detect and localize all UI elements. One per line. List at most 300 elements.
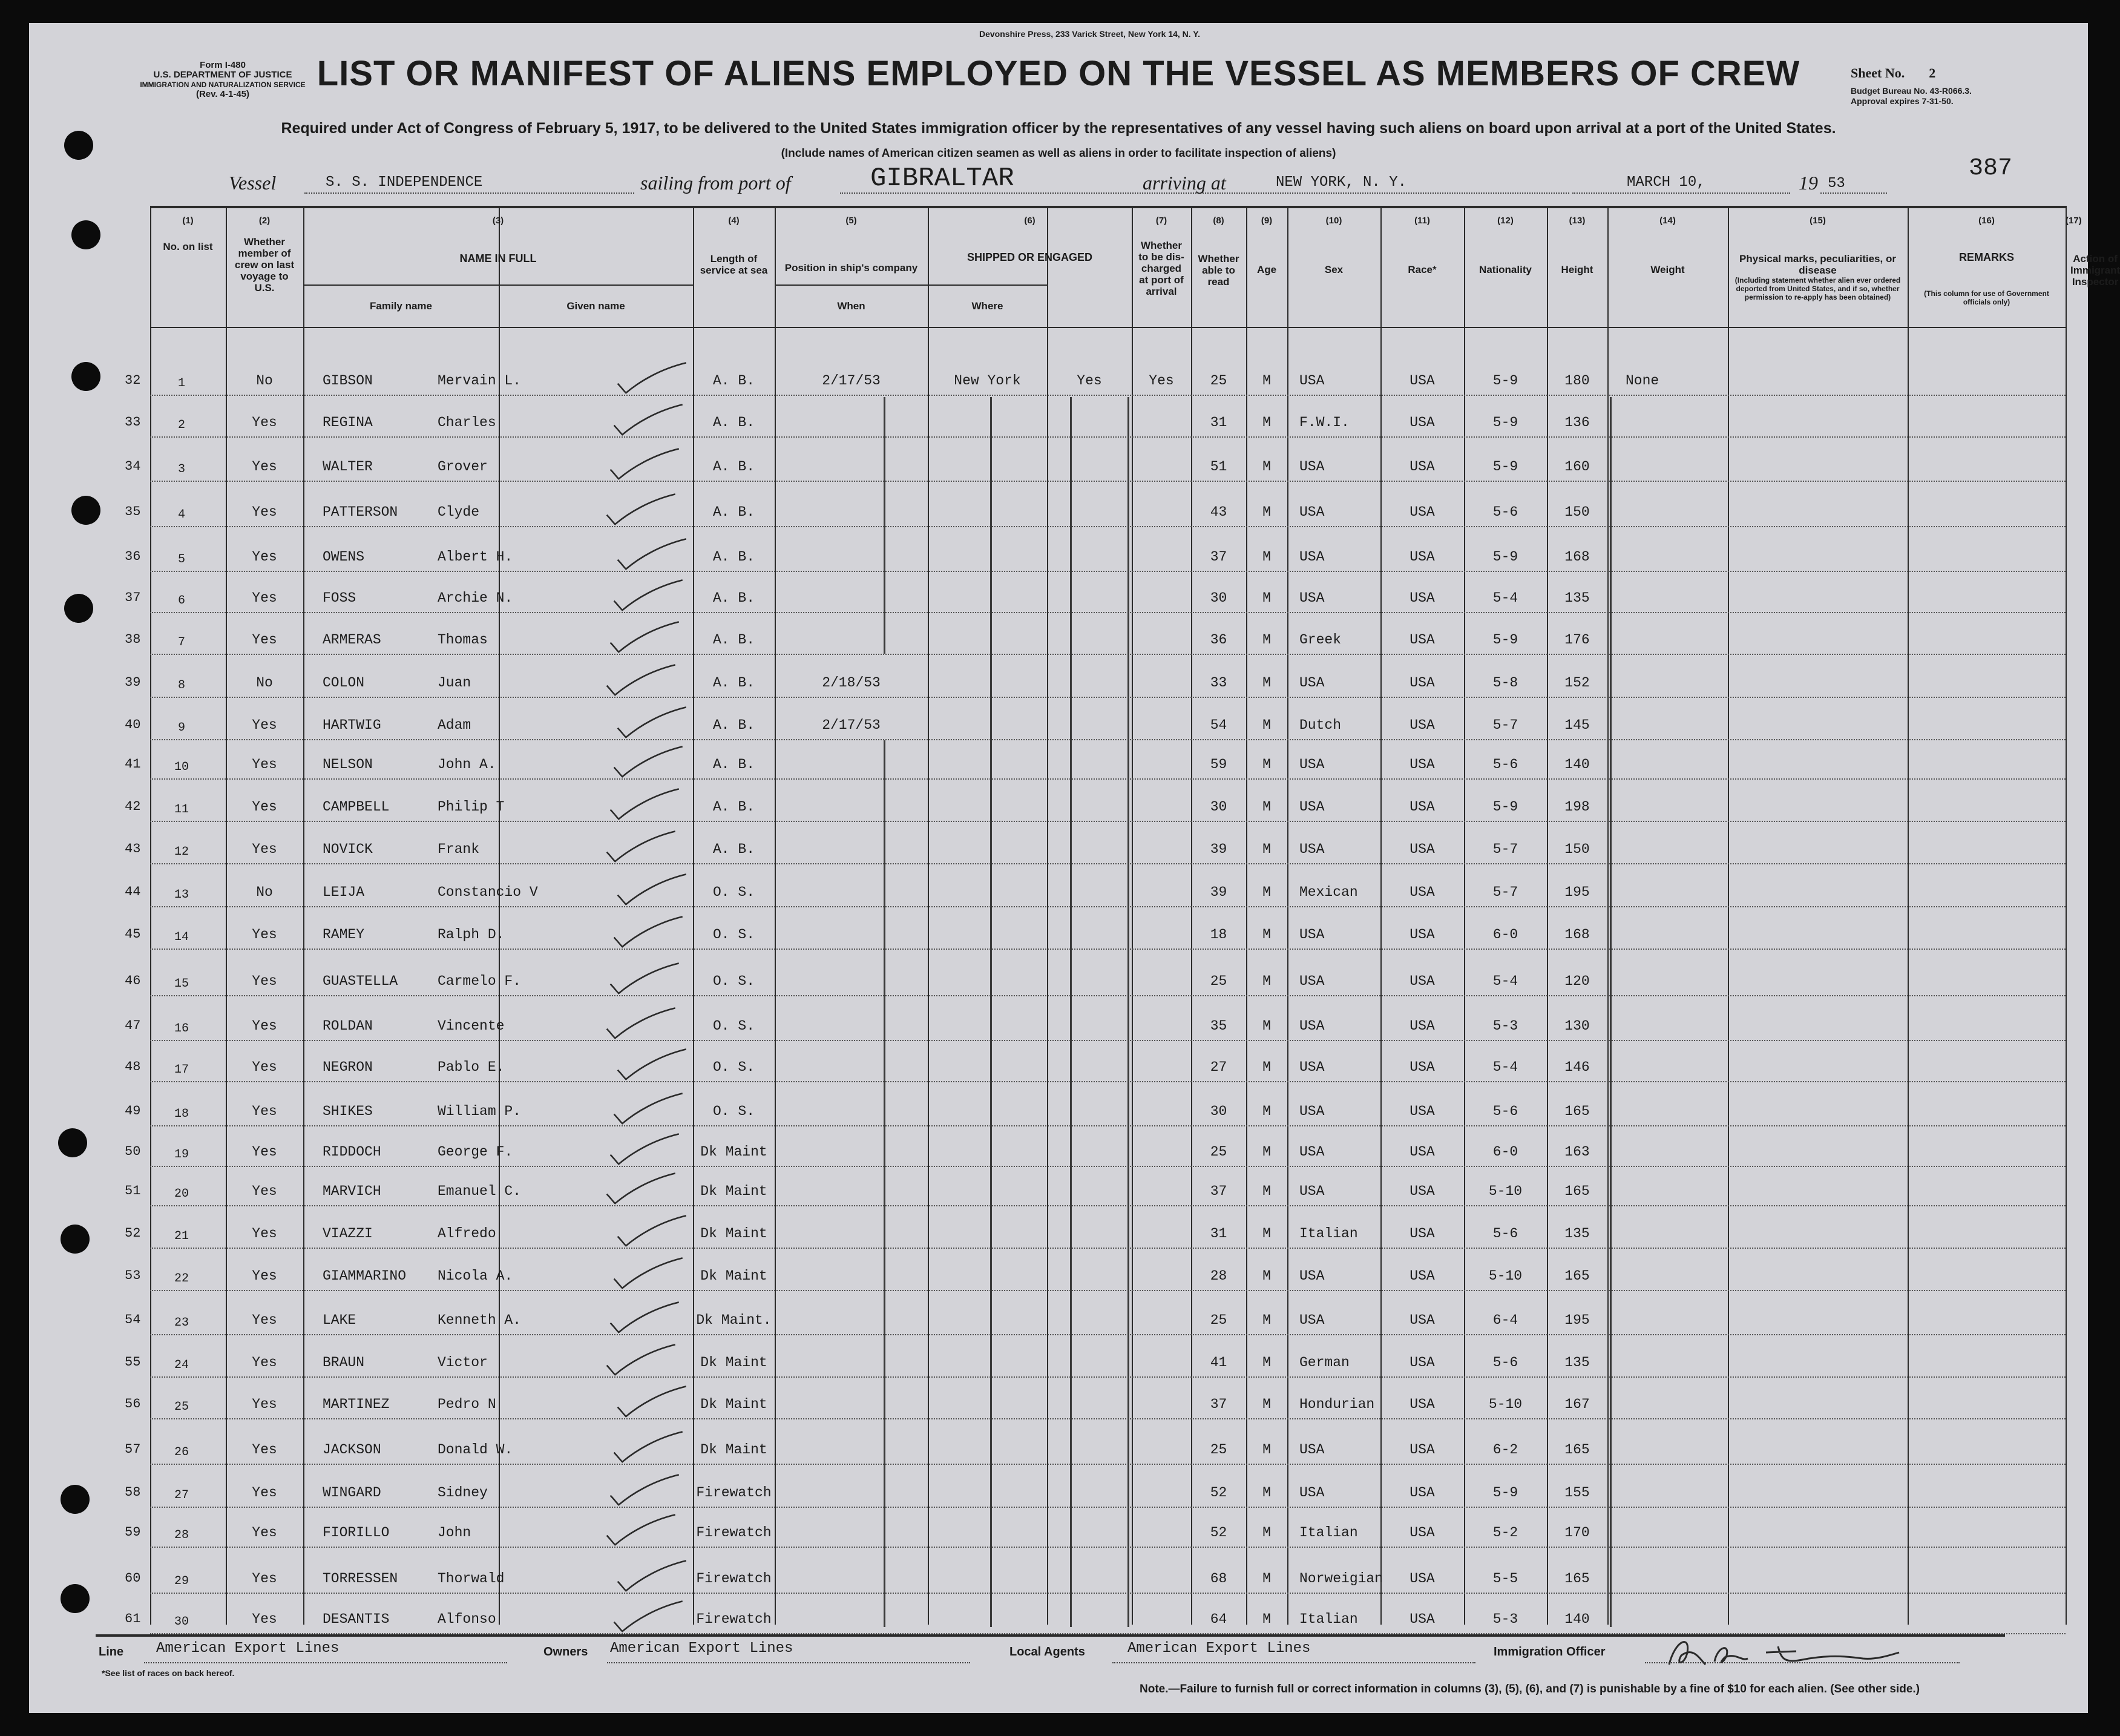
column-number-c7: (7)	[1155, 215, 1167, 226]
column-header-c8: Whether able to read	[1198, 253, 1239, 288]
column-number-c9: (9)	[1261, 215, 1273, 226]
row-number: 2	[177, 418, 185, 432]
age: 35	[1210, 1018, 1227, 1034]
sheet-list-number: 42	[125, 799, 141, 814]
row-number: 9	[177, 721, 185, 735]
family-name: WINGARD	[323, 1485, 381, 1501]
checkmark-icon	[602, 1343, 681, 1379]
checkmark-icon	[609, 1599, 688, 1636]
position: Dk Maint	[700, 1268, 767, 1284]
sheet-list-number: 36	[125, 549, 141, 564]
given-name: Albert H.	[438, 549, 513, 565]
sheet-list-number: 41	[125, 757, 141, 772]
sheet-list-number: 60	[125, 1571, 141, 1586]
age: 25	[1210, 1312, 1227, 1328]
height: 5-4	[1492, 973, 1518, 989]
sex: M	[1262, 1144, 1271, 1160]
position: A. B.	[712, 841, 755, 857]
sex: M	[1262, 1485, 1271, 1501]
column-header-c17: Action of Immigrant Inspector	[2070, 253, 2120, 288]
given-name: George F.	[438, 1144, 513, 1160]
given-name: Pedro N	[438, 1396, 496, 1412]
checkmark-icon	[602, 663, 681, 699]
vessel-label: Vessel	[229, 172, 277, 194]
nationality: USA	[1410, 1571, 1435, 1586]
binder-hole	[64, 594, 93, 623]
ditto-line	[884, 740, 885, 1627]
family-name: JACKSON	[323, 1442, 381, 1458]
sex: M	[1262, 1103, 1271, 1119]
weight: 130	[1564, 1018, 1590, 1034]
binder-hole	[61, 1225, 90, 1254]
nationality: USA	[1410, 590, 1435, 606]
position: Dk Maint	[700, 1226, 767, 1241]
sheet-list-number: 37	[125, 590, 141, 605]
shipped-when: 2/17/53	[822, 373, 881, 389]
row-number: 12	[174, 845, 189, 859]
weight: 165	[1564, 1103, 1590, 1119]
given-name: Alfonso	[438, 1611, 496, 1627]
weight: 135	[1564, 590, 1590, 606]
column-header-c6: SHIPPED OR ENGAGED	[966, 251, 1093, 263]
ditto-line	[1610, 397, 1612, 1627]
sheet-list-number: 32	[125, 373, 141, 388]
race: USA	[1299, 973, 1325, 989]
checkmark-icon	[602, 492, 681, 528]
subnote: (Include names of American citizen seamen as well as aliens in order to facilitate inspection of aliens)	[781, 147, 1336, 160]
position: O. S.	[712, 973, 755, 989]
weight: 140	[1564, 757, 1590, 772]
race: USA	[1299, 1442, 1325, 1458]
race: Greek	[1299, 632, 1342, 648]
sex: M	[1262, 373, 1271, 389]
checkmark-icon	[606, 1132, 684, 1168]
family-name: TORRESSEN	[323, 1571, 398, 1586]
row-number: 8	[177, 679, 185, 692]
column-number-c2: (2)	[258, 215, 271, 226]
race: USA	[1299, 590, 1325, 606]
family-name: GIAMMARINO	[323, 1268, 407, 1284]
family-name: FIORILLO	[323, 1525, 390, 1540]
race: Dutch	[1299, 717, 1342, 733]
race: F.W.I.	[1299, 415, 1350, 430]
row-number: 29	[174, 1574, 189, 1588]
row-number: 21	[174, 1229, 189, 1243]
position: A. B.	[712, 757, 755, 772]
budget-number: Budget Bureau No. 43-R066.3.	[1851, 86, 1972, 96]
given-name: John	[438, 1525, 471, 1540]
given-name: Vincente	[438, 1018, 505, 1034]
age: 59	[1210, 757, 1227, 772]
height: 5-5	[1492, 1571, 1518, 1586]
given-name: Carmelo F.	[438, 973, 522, 989]
sex: M	[1262, 884, 1271, 900]
shipped-when: 2/18/53	[822, 675, 881, 691]
row-number: 11	[174, 803, 189, 817]
sex: M	[1262, 590, 1271, 606]
position: A. B.	[712, 373, 755, 389]
height: 5-9	[1492, 373, 1518, 389]
service-name: IMMIGRATION AND NATURALIZATION SERVICE	[140, 81, 306, 89]
given-name: Donald W.	[438, 1442, 513, 1458]
height: 5-7	[1492, 841, 1518, 857]
owners-value: American Export Lines	[610, 1640, 793, 1657]
previous-voyage: No	[256, 884, 273, 900]
sheet-list-number: 38	[125, 632, 141, 647]
race: USA	[1299, 927, 1325, 942]
arrival-date: MARCH 10,	[1627, 174, 1705, 191]
checkmark-icon	[613, 1559, 692, 1595]
weight: 120	[1564, 973, 1590, 989]
position: Dk Maint	[700, 1144, 767, 1160]
checkmark-icon	[613, 1214, 692, 1250]
sheet-list-number: 57	[125, 1442, 141, 1457]
previous-voyage: Yes	[252, 1018, 277, 1034]
nationality: USA	[1410, 1018, 1435, 1034]
nationality: USA	[1410, 841, 1435, 857]
previous-voyage: Yes	[252, 1183, 277, 1199]
nationality: USA	[1410, 504, 1435, 520]
age: 39	[1210, 884, 1227, 900]
sex: M	[1262, 799, 1271, 815]
arrival-year: 53	[1828, 176, 1845, 192]
previous-voyage: Yes	[252, 549, 277, 565]
position: A. B.	[712, 459, 755, 475]
sheet-number	[1851, 65, 1935, 81]
race: Italian	[1299, 1226, 1358, 1241]
vessel-name: S. S. INDEPENDENCE	[326, 174, 483, 191]
nationality: USA	[1410, 1355, 1435, 1370]
race: USA	[1299, 1268, 1325, 1284]
height: 5-10	[1488, 1268, 1523, 1284]
sheet-list-number: 56	[125, 1396, 141, 1412]
age: 25	[1210, 1442, 1227, 1458]
column-number-c15: (15)	[1810, 215, 1826, 226]
nationality: USA	[1410, 927, 1435, 942]
race: USA	[1299, 549, 1325, 565]
manifest-sheet	[29, 23, 2120, 1713]
sheet-list-number: 33	[125, 415, 141, 430]
row-number: 6	[177, 594, 185, 608]
age: 52	[1210, 1485, 1227, 1501]
arrival-port: NEW YORK, N. Y.	[1276, 174, 1407, 191]
position: Dk Maint.	[696, 1312, 772, 1328]
sheet-label: Sheet No.	[1851, 65, 1905, 81]
column-number-c10: (10)	[1325, 215, 1342, 226]
row-number: 30	[174, 1615, 189, 1629]
age: 31	[1210, 1226, 1227, 1241]
family-name: HARTWIG	[323, 717, 381, 733]
height: 5-10	[1488, 1183, 1523, 1199]
nationality: USA	[1410, 1226, 1435, 1241]
weight: 150	[1564, 504, 1590, 520]
sheet-list-number: 39	[125, 675, 141, 690]
given-name: Sidney	[438, 1485, 488, 1501]
height: 5-4	[1492, 590, 1518, 606]
age: 28	[1210, 1268, 1227, 1284]
shipped-where-header: Where	[971, 300, 1003, 312]
family-name: ROLDAN	[323, 1018, 373, 1034]
position: O. S.	[712, 927, 755, 942]
age: 30	[1210, 799, 1227, 815]
ditto-line	[990, 397, 992, 1627]
sheet-value: 2	[1929, 65, 1936, 81]
remarks-subheader: (Including statement whether alien ever ordered deported from United States, and if so, whether permission to re-apply has been obtained)	[1734, 276, 1901, 301]
nationality: USA	[1410, 717, 1435, 733]
row-number: 22	[174, 1272, 189, 1286]
nationality: USA	[1410, 757, 1435, 772]
position: Firewatch	[696, 1485, 772, 1501]
sheet-list-number: 43	[125, 841, 141, 856]
race: USA	[1299, 675, 1325, 691]
sheet-list-number: 52	[125, 1226, 141, 1241]
race: German	[1299, 1355, 1350, 1370]
previous-voyage: Yes	[252, 1059, 277, 1075]
sex: M	[1262, 1312, 1271, 1328]
weight: 165	[1564, 1571, 1590, 1586]
previous-voyage: Yes	[252, 1226, 277, 1241]
weight: 168	[1564, 549, 1590, 565]
checkmark-icon	[609, 745, 688, 781]
sex: M	[1262, 504, 1271, 520]
budget-bureau-info	[1851, 86, 1972, 107]
sex: M	[1262, 927, 1271, 942]
column-number-c8: (8)	[1213, 215, 1224, 226]
family-name: VIAZZI	[323, 1226, 373, 1241]
sex: M	[1262, 717, 1271, 733]
nationality: USA	[1410, 1103, 1435, 1119]
position: Firewatch	[696, 1525, 772, 1540]
height: 5-8	[1492, 675, 1518, 691]
column-header-c7: Whether to be dis- charged at port of arrival	[1138, 240, 1184, 297]
row-number: 17	[174, 1063, 189, 1077]
height: 5-4	[1492, 1059, 1518, 1075]
column-header-c1: No. on list	[163, 241, 213, 252]
position: Dk Maint	[700, 1442, 767, 1458]
column-header-c10: Sex	[1324, 264, 1344, 275]
given-name: Victor	[438, 1355, 488, 1370]
family-name: DESANTIS	[323, 1611, 390, 1627]
nationality: USA	[1410, 415, 1435, 430]
sheet-list-number: 49	[125, 1103, 141, 1119]
sheet-list-number: 53	[125, 1268, 141, 1283]
age: 25	[1210, 1144, 1227, 1160]
height: 5-7	[1492, 717, 1518, 733]
position: Firewatch	[696, 1611, 772, 1627]
checkmark-icon	[606, 1473, 684, 1509]
family-name: GIBSON	[323, 373, 373, 389]
sex: M	[1262, 1268, 1271, 1284]
given-name: Emanuel C.	[438, 1183, 522, 1199]
checkmark-icon	[613, 872, 692, 909]
previous-voyage: Yes	[252, 1611, 277, 1627]
given-name: Charles	[438, 415, 496, 430]
previous-voyage: Yes	[252, 504, 277, 520]
previous-voyage: Yes	[252, 1525, 277, 1540]
position: O. S.	[712, 1059, 755, 1075]
sheet-list-number: 45	[125, 927, 141, 942]
sex: M	[1262, 459, 1271, 475]
nationality: USA	[1410, 1268, 1435, 1284]
height: 5-6	[1492, 1103, 1518, 1119]
position: Dk Maint	[700, 1355, 767, 1370]
previous-voyage: Yes	[252, 841, 277, 857]
given-name: Alfredo	[438, 1226, 496, 1241]
height: 5-9	[1492, 415, 1518, 430]
row-number: 18	[174, 1107, 189, 1121]
column-number-c5: (5)	[845, 215, 857, 226]
sheet-list-number: 44	[125, 884, 141, 899]
sheet-list-number: 34	[125, 459, 141, 474]
sheet-list-number: 35	[125, 504, 141, 519]
age: 25	[1210, 373, 1227, 389]
race: USA	[1299, 1059, 1325, 1075]
age: 30	[1210, 1103, 1227, 1119]
family-name: NELSON	[323, 757, 373, 772]
agents-value: American Export Lines	[1127, 1640, 1311, 1657]
height: 5-7	[1492, 884, 1518, 900]
sheet-list-number: 59	[125, 1525, 141, 1540]
checkmark-icon	[613, 1047, 692, 1083]
position: A. B.	[712, 590, 755, 606]
race: USA	[1299, 1485, 1325, 1501]
column-header-c4: Length of service at sea	[700, 253, 768, 276]
weight: 198	[1564, 799, 1590, 815]
weight: 195	[1564, 884, 1590, 900]
previous-voyage: Yes	[252, 1571, 277, 1586]
column-number-c4: (4)	[728, 215, 740, 226]
row-number: 10	[174, 760, 189, 774]
given-name: Archie N.	[438, 590, 513, 606]
ditto-line	[1070, 397, 1072, 1627]
weight: 145	[1564, 717, 1590, 733]
family-name: MARTINEZ	[323, 1396, 390, 1412]
previous-voyage: Yes	[252, 415, 277, 430]
column-header-c9: Age	[1256, 264, 1277, 275]
family-name: SHIKES	[323, 1103, 373, 1119]
previous-voyage: Yes	[252, 1485, 277, 1501]
previous-voyage: Yes	[252, 1268, 277, 1284]
age: 39	[1210, 841, 1227, 857]
checkmark-icon	[609, 403, 688, 439]
race: USA	[1299, 757, 1325, 772]
position: Dk Maint	[700, 1396, 767, 1412]
shipped-when-header: When	[837, 300, 865, 312]
height: 5-6	[1492, 1226, 1518, 1241]
family-name-header: Family name	[370, 300, 432, 312]
inspector-subheader: (This column for use of Government officials only)	[1924, 289, 2049, 306]
height: 5-6	[1492, 504, 1518, 520]
height: 6-4	[1492, 1312, 1518, 1328]
sex: M	[1262, 757, 1271, 772]
height: 5-9	[1492, 549, 1518, 565]
nationality: USA	[1410, 675, 1435, 691]
weight: 160	[1564, 459, 1590, 475]
shipped-when: 2/17/53	[822, 717, 881, 733]
previous-voyage: Yes	[252, 590, 277, 606]
arriving-label: arriving at	[1143, 172, 1226, 194]
year-prefix: 19	[1799, 172, 1818, 194]
age: 52	[1210, 1525, 1227, 1540]
race: USA	[1299, 1312, 1325, 1328]
height: 6-0	[1492, 1144, 1518, 1160]
race: USA	[1299, 1183, 1325, 1199]
given-name: Philip T	[438, 799, 505, 815]
column-header-c2: Whether member of crew on last voyage to U.S.	[234, 236, 295, 294]
given-name: Kenneth A.	[438, 1312, 522, 1328]
checkmark-icon	[609, 1091, 688, 1128]
approval-expiry: Approval expires 7-31-50.	[1851, 96, 1954, 106]
checkmark-icon	[613, 1384, 692, 1421]
given-name: Juan	[438, 675, 471, 691]
given-name: Clyde	[438, 504, 480, 520]
binder-hole	[61, 1584, 90, 1613]
checkmark-icon	[602, 1006, 681, 1042]
sex: M	[1262, 1442, 1271, 1458]
weight: 135	[1564, 1355, 1590, 1370]
column-header-c14: Weight	[1650, 264, 1685, 275]
previous-voyage: Yes	[252, 459, 277, 475]
nationality: USA	[1410, 799, 1435, 815]
weight: 163	[1564, 1144, 1590, 1160]
given-name: Nicola A.	[438, 1268, 513, 1284]
given-name: Constancio V	[438, 884, 538, 900]
row-number: 13	[174, 888, 189, 902]
column-header-c13: Height	[1561, 264, 1593, 275]
height: 5-9	[1492, 632, 1518, 648]
age: 51	[1210, 459, 1227, 475]
printer-imprint: Devonshire Press, 233 Varick Street, New York 14, N. Y.	[979, 29, 1200, 39]
family-name: MARVICH	[323, 1183, 381, 1199]
department-name: U.S. DEPARTMENT OF JUSTICE	[153, 70, 292, 80]
sex: M	[1262, 1525, 1271, 1540]
sheet-list-number: 51	[125, 1183, 141, 1198]
line-label: Line	[99, 1645, 124, 1659]
column-header-c12: Nationality	[1479, 264, 1532, 275]
age: 54	[1210, 717, 1227, 733]
race: Mexican	[1299, 884, 1358, 900]
sheet-list-number: 48	[125, 1059, 141, 1074]
officer-signature	[1657, 1628, 1911, 1677]
row-number: 5	[177, 553, 185, 567]
position: Dk Maint	[700, 1183, 767, 1199]
checkmark-icon	[609, 578, 688, 614]
previous-voyage: Yes	[252, 632, 277, 648]
age: 36	[1210, 632, 1227, 648]
ditto-line	[1127, 397, 1129, 1627]
given-name: Mervain L.	[438, 373, 522, 389]
family-name: GUASTELLA	[323, 973, 398, 989]
row-number: 3	[177, 462, 185, 476]
sex: M	[1262, 632, 1271, 648]
weight: 170	[1564, 1525, 1590, 1540]
given-name: Frank	[438, 841, 480, 857]
previous-voyage: No	[256, 675, 273, 691]
given-name: Pablo E.	[438, 1059, 505, 1075]
race: USA	[1299, 1018, 1325, 1034]
column-number-c3: (3)	[492, 215, 504, 226]
row-number: 25	[174, 1400, 189, 1414]
age: 18	[1210, 927, 1227, 942]
form-number: Form I-480	[200, 60, 246, 70]
column-header-c16: REMARKS	[1958, 251, 2014, 263]
column-number-c13: (13)	[1569, 215, 1586, 226]
owners-label: Owners	[543, 1645, 588, 1659]
race: USA	[1299, 459, 1325, 475]
row-number: 20	[174, 1187, 189, 1201]
nationality: USA	[1410, 632, 1435, 648]
given-name: Adam	[438, 717, 471, 733]
